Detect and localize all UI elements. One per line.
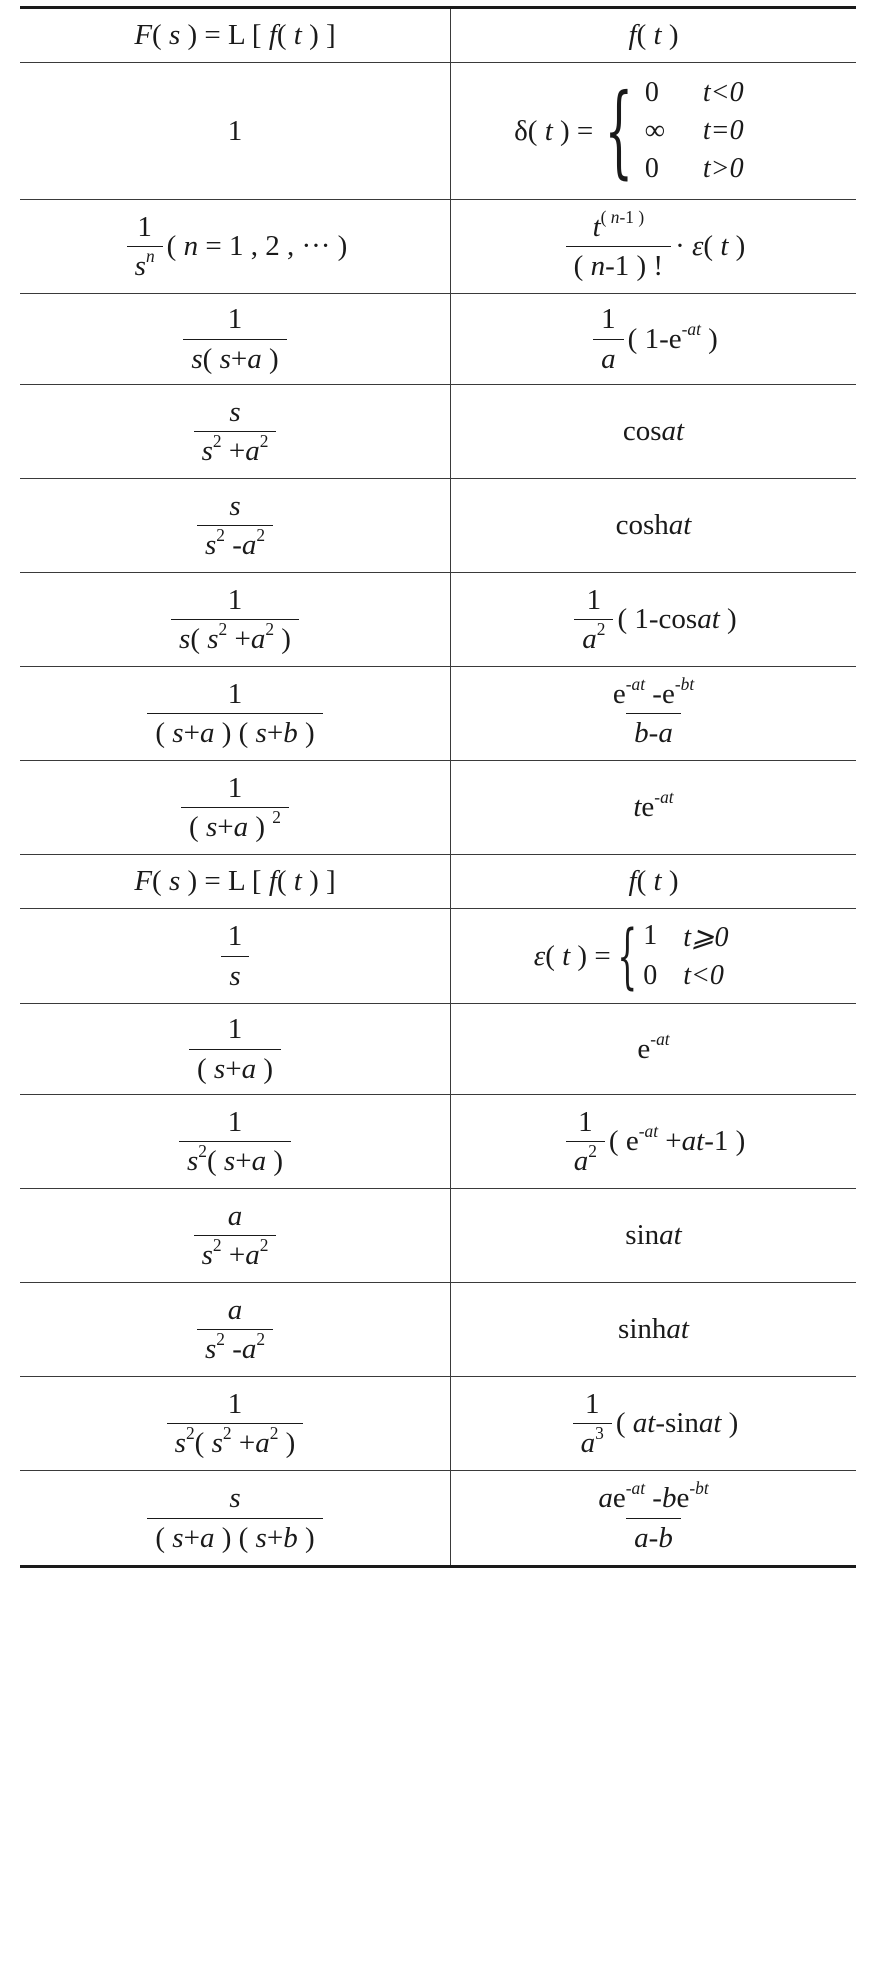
table-row [20, 63, 856, 200]
F-cell [20, 1095, 451, 1188]
fraction: $\frac{1}{s}$ [220, 921, 251, 991]
f-cell: sinat [625, 1219, 682, 1251]
fraction: $\frac{1}{s^2( s+a )}$ [179, 1107, 291, 1177]
f-cell: sinhat [618, 1313, 689, 1345]
case-row: 1 t⩾0 [643, 920, 729, 953]
header-left-label: F( s ) = L [ f( t ) ] [134, 865, 336, 897]
f-cell [451, 667, 856, 760]
F-cell [20, 294, 451, 384]
fraction: $\frac{1}{s( s^2 +a^2 )}$ [171, 585, 299, 655]
F-cell [20, 667, 451, 760]
fraction: $\frac{ae^{-at} -be^{-bt}}{a-b}$ [598, 1478, 709, 1554]
table-row [20, 667, 856, 761]
fraction: $\frac{a}{s^2 -a^2}$ [197, 1295, 273, 1365]
table-header-row [20, 9, 856, 63]
header-f-cell [451, 855, 856, 908]
fraction: $\frac{1}{a^2}$ [566, 1107, 605, 1177]
header-right-label: f( t ) [628, 19, 679, 51]
fraction: $\frac{e^{-at} -e^{-bt}}{b-a}$ [612, 673, 695, 749]
table-row [20, 294, 856, 385]
header-right-label: f( t ) [628, 865, 679, 897]
f-cell: $e^{-at}$ [637, 1028, 670, 1065]
table-row [20, 909, 856, 1004]
header-f-cell [451, 9, 856, 62]
case-row: ∞ t=0 [644, 115, 744, 146]
fraction: $\frac{1}{a^2}$ [574, 585, 613, 655]
f-cell: $te^{-at}$ [633, 786, 674, 823]
fraction: $\frac{1}{s^2( s^2 +a^2 )}$ [167, 1389, 304, 1459]
table-row [20, 1095, 856, 1189]
table-row [20, 1377, 856, 1471]
F-cell: $\frac{1}{s^n}$ ( n = 1 , 2 , ··· ) [20, 200, 451, 293]
F-expr: 1 [227, 114, 243, 147]
F-cell [20, 63, 451, 199]
piecewise-cases [643, 920, 773, 992]
fraction: $\frac{s}{s^2 -a^2}$ [197, 491, 273, 561]
table-row [20, 1004, 856, 1095]
f-cell [451, 1471, 856, 1565]
F-cell [20, 1004, 451, 1094]
F-cell [20, 1189, 451, 1282]
fraction: $\frac{1}{( s+a ) ^2}$ [181, 773, 289, 843]
f-cell [451, 909, 856, 1003]
table-header-row [20, 855, 856, 909]
f-cell [451, 63, 856, 199]
table-row [20, 385, 856, 479]
header-F-cell [20, 855, 451, 908]
unit-step-function: ε( t ) = { 1 t⩾0 0 t<0 [534, 920, 773, 992]
table-row [20, 200, 856, 294]
f-cell: coshat [615, 509, 692, 541]
F-cell [20, 385, 451, 478]
F-cell [20, 761, 451, 854]
table-row [20, 1189, 856, 1283]
f-cell: $\frac{1}{a}$ ( $1-e^{-at}$ ) [451, 294, 856, 384]
delta-function: δ( t ) = { 0 t<0 ∞ t=0 0 t>0 [514, 77, 793, 185]
left-brace: { [604, 72, 634, 189]
fraction: $\frac{1}{a}$ [593, 304, 624, 374]
F-cell [20, 1377, 451, 1470]
fraction: $\frac{t^{( n-1 )}}{( n-1 ) !}$ [566, 212, 671, 282]
laplace-transform-table [20, 6, 856, 1568]
fraction: $\frac{1}{s( s+a )}$ [183, 304, 286, 374]
case-row: 0 t>0 [644, 153, 744, 184]
F-cell [20, 1283, 451, 1376]
f-cell: $\frac{t^{( n-1 )}}{( n-1 ) !}$ · ε( t ) [451, 200, 856, 293]
fraction: $\frac{a}{s^2 +a^2}$ [194, 1201, 277, 1271]
table-row [20, 761, 856, 855]
table-row [20, 1471, 856, 1565]
table-row [20, 479, 856, 573]
fraction: $\frac{1}{( s+a ) ( s+b )}$ [147, 679, 322, 749]
F-cell [20, 479, 451, 572]
header-F-cell [20, 9, 451, 62]
fraction: $\frac{1}{a^3}$ [573, 1389, 612, 1459]
f-cell: $\frac{1}{a^2}$ ( $e^{-at} +at-1$ ) [451, 1095, 856, 1188]
header-left-label: F( s ) = L [ f( t ) ] [134, 19, 336, 51]
f-cell: $\frac{1}{a^2}$ ( 1-cosat ) [451, 573, 856, 666]
case-row: 0 t<0 [644, 77, 744, 108]
F-cell [20, 909, 451, 1003]
fraction: $\frac{1}{s^n}$ [127, 212, 163, 282]
piecewise-cases [645, 77, 793, 185]
f-cell: $\frac{1}{a^3}$ ( at-sinat ) [451, 1377, 856, 1470]
fraction: $\frac{s}{( s+a ) ( s+b )}$ [147, 1483, 322, 1553]
fraction: $\frac{s}{s^2 +a^2}$ [194, 397, 277, 467]
F-cell [20, 1471, 451, 1565]
table-row [20, 573, 856, 667]
table-row [20, 1283, 856, 1377]
F-cell [20, 573, 451, 666]
left-brace: { [616, 915, 637, 997]
fraction: $\frac{1}{( s+a )}$ [189, 1014, 281, 1084]
f-cell: cosat [622, 415, 685, 447]
case-row: 0 t<0 [643, 960, 724, 991]
